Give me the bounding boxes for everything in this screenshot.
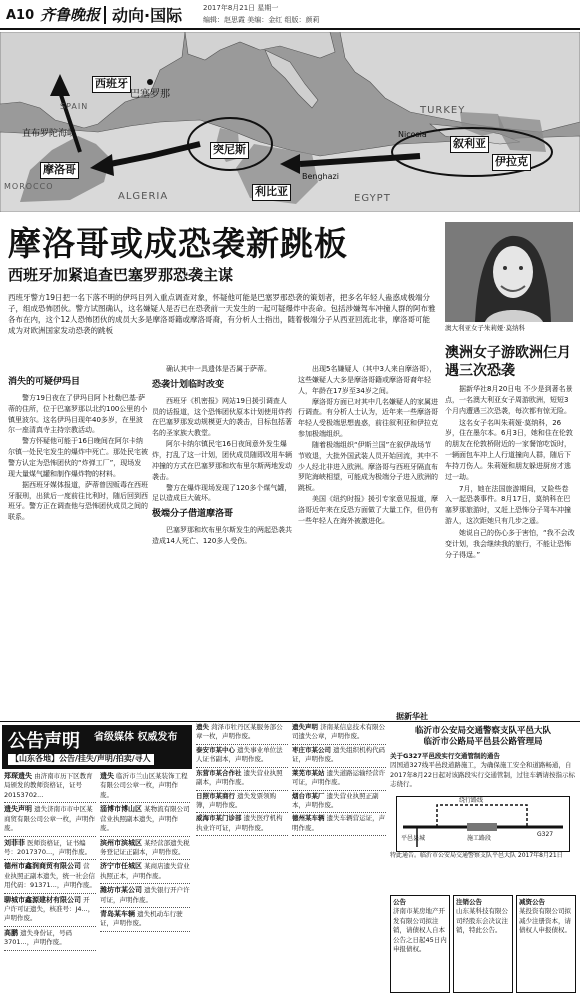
list-item: 郑琛遗失 由济南市历下区教育局颁发的教师资格证，证号20153702... — [4, 770, 96, 803]
column-subhead: 极端分子借道摩洛哥 — [152, 509, 234, 520]
notice-column-2 — [100, 770, 190, 992]
side-story-headline: 澳洲女子游欧洲仨月遇三次恐袭 — [445, 345, 571, 380]
column-paragraph: 据西班牙媒体报道，萨蒂曾因贩毒在西班牙服刑，出狱后一度前往比利时，随后回到西班牙。警方正在调查他与恐怖团伙成员之间的联系。 — [8, 480, 148, 522]
label-tunisia: 突尼斯 — [210, 142, 249, 159]
list-item: 济宁市任城区 某商店遗失营业执照正本，声明作废。 — [100, 860, 190, 884]
article-column-2 — [152, 364, 292, 704]
page-number: A10 — [6, 8, 35, 23]
label-algeria: ALGERIA — [118, 191, 169, 202]
list-item: 东营市某合作社 遗失营业执照副本，声明作废。 — [196, 768, 288, 791]
column-paragraph: 美国《纽约时报》援引专家意见报道，摩洛哥近年来在反恐方面做了大量工作，但仍有一些年轻人在海外被激进化。 — [298, 495, 438, 525]
side-paragraph: 7月，她在法国旅游期间，又险些卷入一起恐袭事件。8月17日，莫纳科在巴塞罗那旅游时，又赶上恐怖分子驾车冲撞游人，这次距她只有几步之遥。 — [445, 484, 571, 526]
section-rule — [0, 721, 580, 722]
portrait-graphic — [445, 222, 573, 322]
label-syria: 叙利亚 — [450, 136, 489, 153]
label-morocco-en: MOROCCO — [4, 182, 54, 191]
road-notice-text: 因国道327线平邑段道路施工，为确保施工安全和道路畅通，自2017年8月22日起对该路段实行交通管制，过往车辆请按指示标志绕行。 — [390, 761, 575, 789]
side-paragraph: 这名女子名叫朱莉娅·莫纳科，26岁，住在墨尔本。6月3日，她和住在伦敦的朋友在伦敦桥附近的一家餐馆吃饭时，一辆面包车冲上人行道撞向人群，随后下车持刀伤人。朱莉娅和朋友躲进厨房才逃过一劫。 — [445, 418, 573, 481]
road-notice-subtitle: 关于G327平邑段实行交通管制的通告 — [390, 752, 500, 760]
label-libya: 利比亚 — [252, 184, 291, 201]
map-label-detour: 绕行路线 — [459, 797, 484, 804]
column-paragraph: 确认其中一具遗体是否属于萨蒂。 — [166, 365, 271, 373]
barcelona-dot — [147, 79, 153, 85]
label-morocco: 摩洛哥 — [40, 162, 79, 179]
box-notice-3: 减资公告 某投资有限公司拟减少注册资本，请债权人申报债权。 — [516, 895, 576, 993]
road-detour-map — [396, 796, 570, 852]
map-label-road: G327 — [537, 831, 554, 838]
column-paragraph: 警方在爆炸现场发现了120多个煤气罐，足以造成巨大破坏。 — [152, 483, 292, 503]
map-label-worksite: 施工路段 — [467, 835, 492, 842]
column-paragraph: 西班牙《机密报》网站19日援引调查人员的话报道，这个恐怖团伙原本计划使用炸药在巴塞罗那发动规模更大的袭击，目标包括著名的圣家族大教堂。 — [152, 396, 292, 438]
list-item: 遗失声明 遗失济南市市中区某商贸有限公司公章一枚，声明作废。 — [4, 803, 96, 836]
column-paragraph: 警方19日夜在了伊玛目阿卜杜勒巴基·萨蒂的住所，位于巴塞罗那以北约100公里的小镇里波尔。这名伊玛目现年40多岁，在里波尔一座清真寺主持宗教活动。 — [8, 393, 148, 435]
article-column-3 — [298, 364, 438, 704]
road-notice-title: 临沂市公安局交通警察支队平邑大队 临沂市公路局平邑县公路管理局 — [414, 726, 551, 748]
editor-credits: 编辑：赵思霞 美编：金红 组版：颜莉 — [203, 16, 320, 24]
masthead — [0, 0, 580, 30]
section-divider — [104, 6, 106, 24]
list-item: 遗失 菏泽市牡丹区某服务部公章一枚，声明作废。 — [196, 722, 288, 745]
list-item: 莱芜市某站 遗失道路运输经营许可证，声明作废。 — [292, 768, 386, 791]
list-item: 高鹏 遗失身份证，号码3701...，声明作废。 — [4, 927, 96, 951]
list-item: 淄博市博山区 某物流有限公司营业执照副本遗失，声明作废。 — [100, 803, 190, 836]
list-item: 遗失 临沂市兰山区某装饰工程有限公司公章一枚，声明作废。 — [100, 770, 190, 803]
column-subhead: 恐袭计划临时改变 — [152, 379, 225, 390]
side-story-body — [445, 384, 575, 712]
label-barcelona: 巴塞罗那 — [130, 89, 170, 100]
article-column-1 — [8, 372, 148, 712]
woman-photo — [445, 222, 573, 322]
column-paragraph: 随着极端组织“伊斯兰国”在叙伊战场节节败退，大批外国武装人员开始回流，其中不少人经北非进入欧洲。摩洛哥与西班牙隔直布罗陀海峡相望，可能成为极端分子进入欧洲的跳板。 — [298, 440, 438, 493]
list-item: 刘菲菲 医师资格证，证书编号：2017370...，声明作废。 — [4, 837, 96, 861]
subheadline: 西班牙加紧追查巴塞罗那恐袭主谋 — [8, 266, 234, 284]
notice-banner-slogan: 省级媒体 权威发布 — [94, 732, 178, 743]
label-gibraltar: 直布罗陀海峡 — [22, 129, 77, 139]
paper-logo: 齐鲁晚报 — [40, 6, 101, 24]
column-paragraph: 出现5名嫌疑人（其中3人来自摩洛哥），这些嫌疑人大多是摩洛哥籍或摩洛哥裔年轻人，年龄在17岁至34岁之间。 — [298, 365, 437, 395]
lead-paragraph: 西班牙警方19日把一名下落不明的伊玛目列入重点调查对象，怀疑他可能是巴塞罗那恐袭的策划者，把多名年轻人蛊惑成极端分子，组成恐怖团伙。警方试图确认，这名嫌疑人是否已在恐袭前一天发生的一起可疑爆炸中丧命。包括涉嫌驾车冲撞人群的阿布雅各布在内，这个12人恐怖团伙的成员大多是摩洛哥籍或摩洛哥裔，有分析人士指出，随着极端分子从西亚回流北非，摩洛哥可能成为对欧洲国家发动恐袭的跳板 — [8, 293, 436, 335]
list-item: 潍坊市某公司 遗失银行开户许可证，声明作废。 — [100, 884, 190, 908]
notice-column-3 — [196, 722, 288, 992]
road-notice-body — [390, 752, 576, 790]
label-iraq: 伊拉克 — [492, 154, 531, 171]
column-subhead: 消失的可疑伊玛目 — [8, 377, 81, 387]
column-paragraph: 警方怀疑他可能于16日晚间在阿尔卡纳尔镇一处民宅发生的爆炸中死亡。那处民宅被警方认定为恐怖团伙的“炸弹工厂”，现场发现大量煤气罐和制作爆炸物的材料。 — [8, 437, 148, 478]
list-item: 滨州市滨城区 某经营部遗失税务登记证正副本，声明作废。 — [100, 837, 190, 861]
list-item: 威海市某门诊部 遗失医疗机构执业许可证，声明作废。 — [196, 813, 288, 836]
list-item: 青岛某车辆 遗失机动车行驶证，声明作废。 — [100, 908, 190, 932]
photo-caption: 澳大利亚女子朱莉娅·莫纳科 — [445, 324, 526, 332]
list-item: 德州某车辆 遗失车辆营运证，声明作废。 — [292, 813, 386, 836]
list-item: 聊城市鑫源建材有限公司 开户许可证遗失，核准号：J4...，声明作废。 — [4, 894, 96, 927]
column-paragraph: 巴塞罗那和坎布里尔斯发生的两起恐袭共造成14人死亡、120多人受伤。 — [152, 526, 292, 545]
list-item: 烟台市某厂 遗失营业执照正副本，声明作废。 — [292, 791, 386, 814]
side-paragraph: 她说自己的伤心多于害怕，“我不会改变计划，我会继续我的旅行，不能让恐怖分子得逞。” — [445, 528, 575, 559]
notice-column-1 — [4, 770, 96, 992]
list-item: 德州市鑫润商贸有限公司 营业执照正副本遗失，统一社会信用代码：91371...，声明作废。 — [4, 860, 96, 893]
label-benghazi: Benghazi — [302, 172, 339, 181]
road-notice-footer: 特此通告。临沂市公安局交通警察支队平邑大队 2017年8月21日 — [390, 852, 563, 859]
notice-banner-scope: 【山东各地】公告/挂失/声明/拍卖/寻人 — [8, 754, 154, 765]
label-nicosia: Nicosia — [398, 130, 427, 139]
box-notice-1: 公告 济南市某房地产开发有限公司拟注销，请债权人自本公告之日起45日内申报债权。 — [390, 895, 450, 993]
section-title: 动向·国际 — [112, 6, 183, 25]
headline: 摩洛哥或成恐袭新跳板 — [8, 224, 348, 263]
mediterranean-map — [0, 32, 580, 212]
notice-column-4 — [292, 722, 386, 992]
list-item: 枣庄市某公司 遗失组织机构代码证，声明作废。 — [292, 745, 386, 768]
notice-banner-title: 公告声明 — [8, 731, 80, 752]
column-paragraph: 阿尔卡纳尔镇民宅16日夜间意外发生爆炸，打乱了这一计划，团伙成员随即改用车辆冲撞的方式在巴塞罗那和坎布里尔斯两地发动袭击。 — [152, 440, 292, 481]
list-item: 泰安市某中心 遗失事业单位法人证书副本，声明作废。 — [196, 745, 288, 768]
label-turkey: TURKEY — [420, 105, 466, 116]
label-spain-en: SPAIN — [60, 102, 89, 111]
map-label-town: 平邑县城 — [401, 835, 426, 842]
column-paragraph: 摩洛哥方面已对其中几名嫌疑人的家属进行调查。有分析人士认为，近年来一些摩洛哥年轻人受极端思想蛊惑，前往叙利亚和伊拉克参加极端组织。 — [298, 397, 438, 439]
list-item: 日照市某商行 遗失发票领购簿，声明作废。 — [196, 791, 288, 814]
side-paragraph: 据新华社8月20日电 不少是到著名景点，一名澳大利亚女子周游欧洲，短短3个月内遭遇三次恐袭，每次都有惊无险。 — [445, 385, 573, 415]
label-spain: 西班牙 — [92, 76, 131, 93]
list-item: 遗失声明 济南某信息技术有限公司遗失公章，声明作废。 — [292, 722, 386, 745]
label-egypt: EGYPT — [354, 193, 391, 204]
notice-banner — [2, 725, 192, 769]
issue-date: 2017年8月21日 星期一 — [203, 4, 279, 12]
article-byline: 据新华社 — [396, 712, 428, 721]
box-notice-2: 注销公告 山东某科技有限公司经股东会决议注销，特此公告。 — [453, 895, 513, 993]
